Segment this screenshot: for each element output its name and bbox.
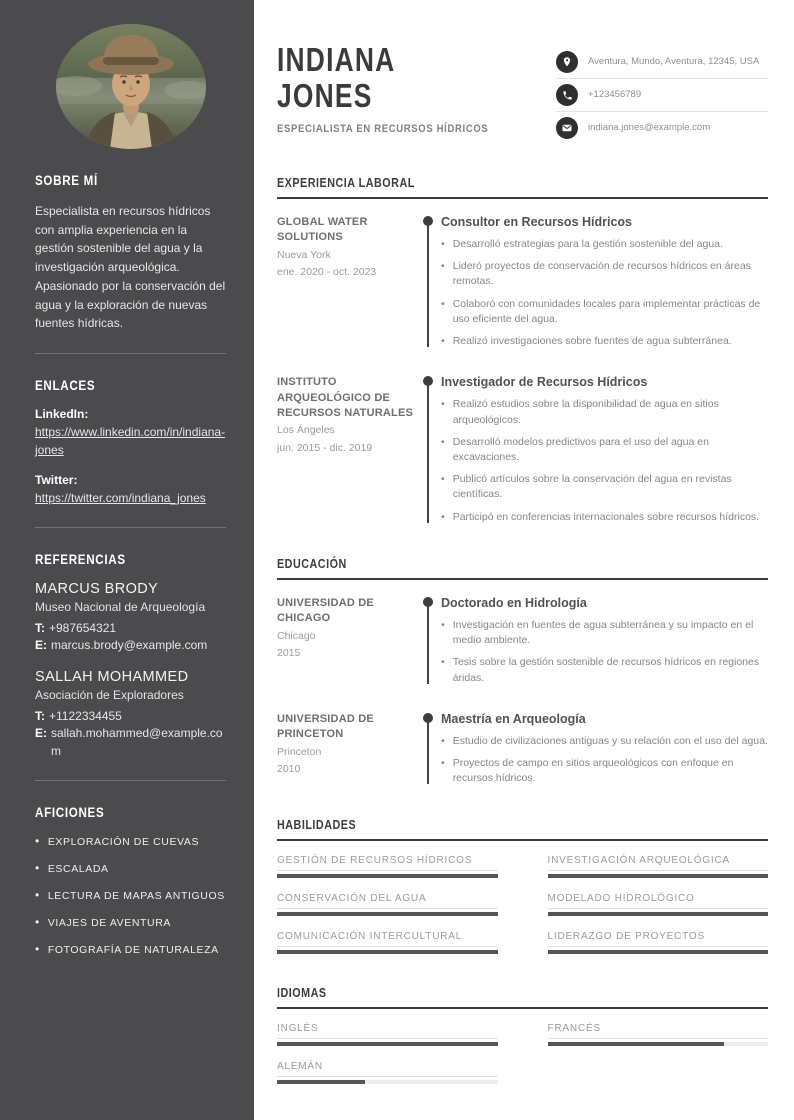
language-bar [277,1080,498,1084]
skill-label: CONSERVACIÓN DEL AGUA [277,893,498,909]
role-title: Investigador de Recursos Hídricos [441,375,648,390]
languages-header [277,984,768,1009]
main-column [254,0,794,1120]
skill-bar-fill [548,912,769,916]
language-bar-fill [548,1042,724,1046]
timeline-marker [415,375,441,525]
school-location: Chicago [277,629,316,642]
email-key: E: [35,726,47,741]
contact-row-email [556,112,768,144]
experience-bullet: • Participó en conferencias internacionales sobre recursos hídricos. [441,510,768,525]
timeline-marker [415,712,441,787]
reference-item [35,669,226,760]
link-label: Twitter: [35,473,78,488]
sidebar-divider [35,353,226,354]
experience-entry-left [277,375,415,525]
school-name: UNIVERSIDAD DE CHICAGO [277,596,374,625]
sidebar-divider [35,527,226,528]
linkedin-link[interactable]: https://www.linkedin.com/in/indiana-jones [35,425,226,458]
experience-entry-right [441,215,768,349]
skills-grid [277,855,768,954]
languages-section [277,984,768,1084]
skill-label: COMUNICACIÓN INTERCULTURAL [277,931,498,947]
experience-title-text: EXPERIENCIA LABORAL [277,176,415,190]
reference-organization: Museo Nacional de Arqueología [35,600,206,615]
company-name: INSTITUTO ARQUEOLÓGICO DE RECURSOS NATURALES [277,376,414,420]
link-item-twitter [35,473,226,507]
header-block [277,42,768,144]
skills-header [277,816,768,841]
experience-bullet: • Desarrolló estrategias para la gestión sostenible del agua. [441,237,768,252]
skill-item [277,893,498,916]
first-name [277,42,523,78]
role-title: Consultor en Recursos Hídricos [441,215,633,229]
profile-photo [56,24,206,149]
links-title [35,378,226,393]
reference-name: MARCUS BRODY [35,581,159,598]
language-item [277,1023,498,1046]
links-section [35,378,226,507]
link-label: LinkedIn: [35,407,89,422]
employment-dates: ene. 2020 - oct. 2023 [277,266,377,278]
company-location: Nueva York [277,248,331,261]
references-section [35,552,226,760]
phone-key: T: [35,708,45,723]
hobby-item: • FOTOGRAFÍA DE NATURALEZA [35,942,226,956]
education-header [277,555,768,580]
education-bullet: • Estudio de civilizaciones antiguas y su relación con el uso del agua. [441,734,768,749]
language-bar-fill [277,1042,498,1046]
hobby-item: • ESCALADA [35,861,226,875]
language-bar [277,1042,498,1046]
skill-bar [277,912,498,916]
skill-label: LIDERAZGO DE PROYECTOS [548,931,769,947]
experience-entry [277,375,768,525]
graduation-year: 2015 [277,646,301,659]
education-bullet: • Tesis sobre la gestión sostenible de recursos hídricos en regiones áridas. [441,655,768,685]
experience-bullet: • Publicó artículos sobre la conservación del agua en revistas científicas. [441,472,768,502]
education-entry-right [441,596,768,686]
last-name [277,78,523,114]
last-name-text: JONES [277,76,373,114]
education-entry-left [277,596,415,686]
about-text: Especialista en recursos hídricos con amplia experiencia en la gestión sostenible del agua y la investigación arqueológica. Apasionado por la conservación del agua y la exploración de nuevas fuentes hídricas. [35,204,226,331]
reference-item [35,581,226,655]
experience-entry-left [277,215,415,349]
timeline-marker [415,596,441,686]
sidebar [0,0,254,1120]
contact-phone: +123456789 [588,88,642,100]
skill-bar [548,950,769,954]
skill-bar-fill [548,950,769,954]
education-entry-left [277,712,415,787]
education-bullet: • Investigación en fuentes de agua subterránea y su impacto en el medio ambiente. [441,618,768,648]
degree-title: Maestría en Arqueología [441,711,586,726]
skill-bar-fill [548,874,769,878]
hobbies-title-text: AFICIONES [35,804,105,820]
contact-block [556,46,768,144]
language-item [277,1061,498,1084]
name-block [277,42,523,135]
company-location: Los Ángeles [277,424,335,437]
hobby-item: • LECTURA DE MAPAS ANTIGUOS [35,888,226,902]
experience-entry [277,215,768,349]
skill-label: INVESTIGACIÓN ARQUEOLÓGICA [548,855,769,871]
language-label: INGLÉS [277,1023,498,1039]
education-entry-right [441,712,768,787]
languages-title-text: IDIOMAS [277,986,327,1001]
skills-section [277,816,768,954]
reference-email: sallah.mohammed@example.com [51,726,223,758]
timeline-marker [415,215,441,349]
experience-bullet: • Colaboró con comunidades locales para implementar prácticas de uso eficiente del agua. [441,297,768,327]
contact-row-address [556,46,768,79]
location-icon [556,51,578,73]
experience-header [277,174,768,199]
experience-bullet: • Realizó investigaciones sobre fuentes de agua subterránea. [441,334,768,349]
school-name: UNIVERSIDAD DE PRINCETON [277,712,374,741]
first-name-text: INDIANA [277,41,396,78]
reference-organization: Asociación de Exploradores [35,687,184,702]
job-title [277,123,523,135]
employment-dates: jun. 2015 - dic. 2019 [277,441,373,454]
sidebar-divider [35,780,226,781]
email-icon [556,117,578,139]
skill-bar-fill [277,950,498,954]
reference-phone: +987654321 [49,621,117,636]
skill-bar [277,874,498,878]
skill-bar [548,912,769,916]
language-label: FRANCÉS [548,1023,769,1039]
hobby-item: • EXPLORACIÓN DE CUEVAS [35,834,226,848]
language-item [548,1023,769,1046]
language-label: ALEMÁN [277,1061,498,1077]
skill-item [548,855,769,878]
graduation-year: 2010 [277,762,301,775]
reference-email: marcus.brody@example.com [51,638,208,653]
education-entry [277,712,768,787]
experience-bullet: • Lideró proyectos de conservación de recursos hídricos en áreas remotas. [441,259,768,289]
education-section [277,555,768,787]
skill-bar-fill [277,874,498,878]
company-name: GLOBAL WATER SOLUTIONS [277,216,368,244]
skill-item [548,931,769,954]
about-title-text: SOBRE MÍ [35,173,98,188]
about-section [35,173,226,333]
phone-key: T: [35,621,45,636]
education-bullet: • Proyectos de campo en sitios arqueológicos con enfoque en recursos hídricos. [441,756,768,786]
skill-label: MODELADO HIDROLÓGICO [548,893,769,909]
skill-item [277,855,498,878]
about-title [35,173,226,188]
twitter-link[interactable]: https://twitter.com/indiana_jones [35,491,206,506]
reference-email-row [35,725,226,760]
language-bar [548,1042,769,1046]
reference-phone-row [35,708,226,725]
link-item-linkedin [35,407,226,459]
experience-section [277,174,768,525]
education-entry [277,596,768,686]
links-title-text: ENLACES [35,378,96,394]
reference-phone-row [35,620,226,637]
profile-photo-illustration [56,24,206,149]
skill-item [548,893,769,916]
contact-email: indiana.jones@example.com [588,121,711,133]
contact-address: Aventura, Mundo, Aventura, 12345, USA [588,55,760,67]
languages-grid [277,1023,768,1084]
hobbies-title [35,805,226,820]
reference-name: SALLAH MOHAMMED [35,668,189,685]
language-bar-fill [277,1080,365,1084]
skill-bar [548,874,769,878]
skill-bar-fill [277,912,498,916]
contact-row-phone [556,79,768,112]
skill-label: GESTIÓN DE RECURSOS HÍDRICOS [277,855,498,871]
references-title [35,552,226,567]
experience-bullet: • Desarrolló modelos predictivos para el uso del agua en excavaciones. [441,435,768,465]
skill-item [277,931,498,954]
hobby-item: • VIAJES DE AVENTURA [35,915,226,929]
experience-bullet: • Realizó estudios sobre la disponibilidad de agua en sitios arqueológicos. [441,397,768,427]
education-title-text: EDUCACIÓN [277,556,347,571]
degree-title: Doctorado en Hidrología [441,595,587,610]
hobbies-section [35,805,226,956]
reference-phone: +1122334455 [49,708,122,723]
school-location: Princeton [277,745,322,758]
phone-icon [556,84,578,106]
reference-email-row [35,637,226,654]
references-title-text: REFERENCIAS [35,552,126,568]
experience-entry-right [441,375,768,525]
job-title-text: ESPECIALISTA EN RECURSOS HÍDRICOS [277,123,489,136]
skills-title-text: HABILIDADES [277,818,357,833]
skill-bar [277,950,498,954]
email-key: E: [35,638,47,653]
